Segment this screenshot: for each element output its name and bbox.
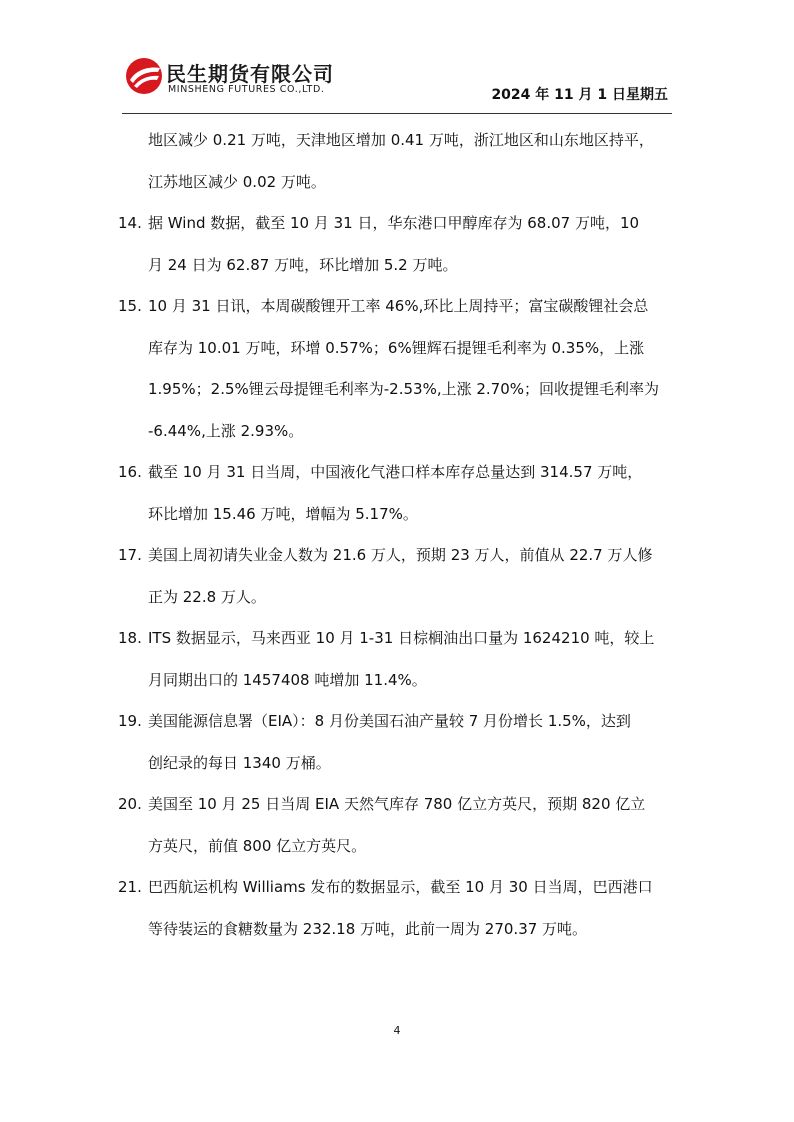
text-line: 美国能源信息署（EIA）：8 月份美国石油产量较 7 月份增长 1.5%，达到: [148, 712, 631, 730]
text-line: 美国至 10 月 25 日当周 EIA 天然气库存 780 亿立方英尺，预期 820 亿立: [148, 795, 646, 813]
minsheng-logo-icon: [124, 56, 164, 96]
report-body: [118, 120, 678, 950]
text-line: 地区减少 0.21 万吨，天津地区增加 0.41 万吨，浙江地区和山东地区持平，: [148, 131, 654, 149]
item-number: 16.: [118, 463, 142, 481]
news-item-20: [118, 784, 678, 867]
text-line: 江苏地区减少 0.02 万吨。: [148, 172, 326, 191]
item-number: 19.: [118, 712, 142, 730]
company-logo: [124, 56, 364, 104]
news-item-16: [118, 452, 678, 535]
report-date: 2024 年 11 月 1 日星期五: [491, 87, 668, 103]
page-number: 4: [393, 1024, 401, 1037]
text-line: 等待装运的食糖数量为 232.18 万吨，此前一周为 270.37 万吨。: [148, 919, 588, 938]
page-header: [0, 0, 794, 120]
item-number: 17.: [118, 546, 142, 564]
text-line: 月 24 日为 62.87 万吨，环比增加 5.2 万吨。: [148, 255, 458, 274]
brand-name-en: MINSHENG FUTURES CO.,LTD.: [168, 84, 325, 95]
text-line: 美国上周初请失业金人数为 21.6 万人，预期 23 万人，前值从 22.7 万人修: [148, 546, 653, 564]
news-item-17: [118, 535, 678, 618]
item-number: 14.: [118, 214, 142, 232]
item-number: 18.: [118, 629, 142, 647]
news-item-21: [118, 867, 678, 950]
text-line: 巴西航运机构 Williams 发布的数据显示，截至 10 月 30 日当周，巴西港口: [148, 878, 653, 896]
item-number: 15.: [118, 297, 142, 315]
text-line: ITS 数据显示，马来西亚 10 月 1-31 日棕榈油出口量为 1624210 吨，较上: [148, 629, 655, 647]
news-item-14: [118, 203, 678, 286]
text-line: 创纪录的每日 1340 万桶。: [148, 753, 331, 772]
item-number: 21.: [118, 878, 142, 896]
news-item-15: [118, 286, 678, 452]
brand-name-cn: 民生期货有限公司: [166, 62, 334, 86]
text-line: 10 月 31 日讯，本周碳酸锂开工率 46%,环比上周持平；富宝碳酸锂社会总: [148, 297, 649, 315]
text-line: 据 Wind 数据，截至 10 月 31 日，华东港口甲醇库存为 68.07 万吨，10: [148, 214, 640, 232]
text-line: 环比增加 15.46 万吨，增幅为 5.17%。: [148, 504, 418, 523]
text-line: 截至 10 月 31 日当周，中国液化气港口样本库存总量达到 314.57 万吨，: [148, 463, 643, 481]
text-line: -6.44%,上涨 2.93%。: [148, 421, 304, 440]
text-line: 月同期出口的 1457408 吨增加 11.4%。: [148, 670, 427, 689]
continued-paragraph: [118, 120, 678, 203]
text-line: 库存为 10.01 万吨，环增 0.57%；6%锂辉石提锂毛利率为 0.35%，上涨: [148, 338, 645, 357]
text-line: 方英尺，前值 800 亿立方英尺。: [148, 836, 367, 855]
news-item-19: [118, 701, 678, 784]
header-divider: [122, 113, 672, 114]
item-number: 20.: [118, 795, 142, 813]
news-item-18: [118, 618, 678, 701]
text-line: 1.95%；2.5%锂云母提锂毛利率为-2.53%,上涨 2.70%；回收提锂毛利率为: [148, 380, 660, 398]
text-line: 正为 22.8 万人。: [148, 587, 266, 606]
